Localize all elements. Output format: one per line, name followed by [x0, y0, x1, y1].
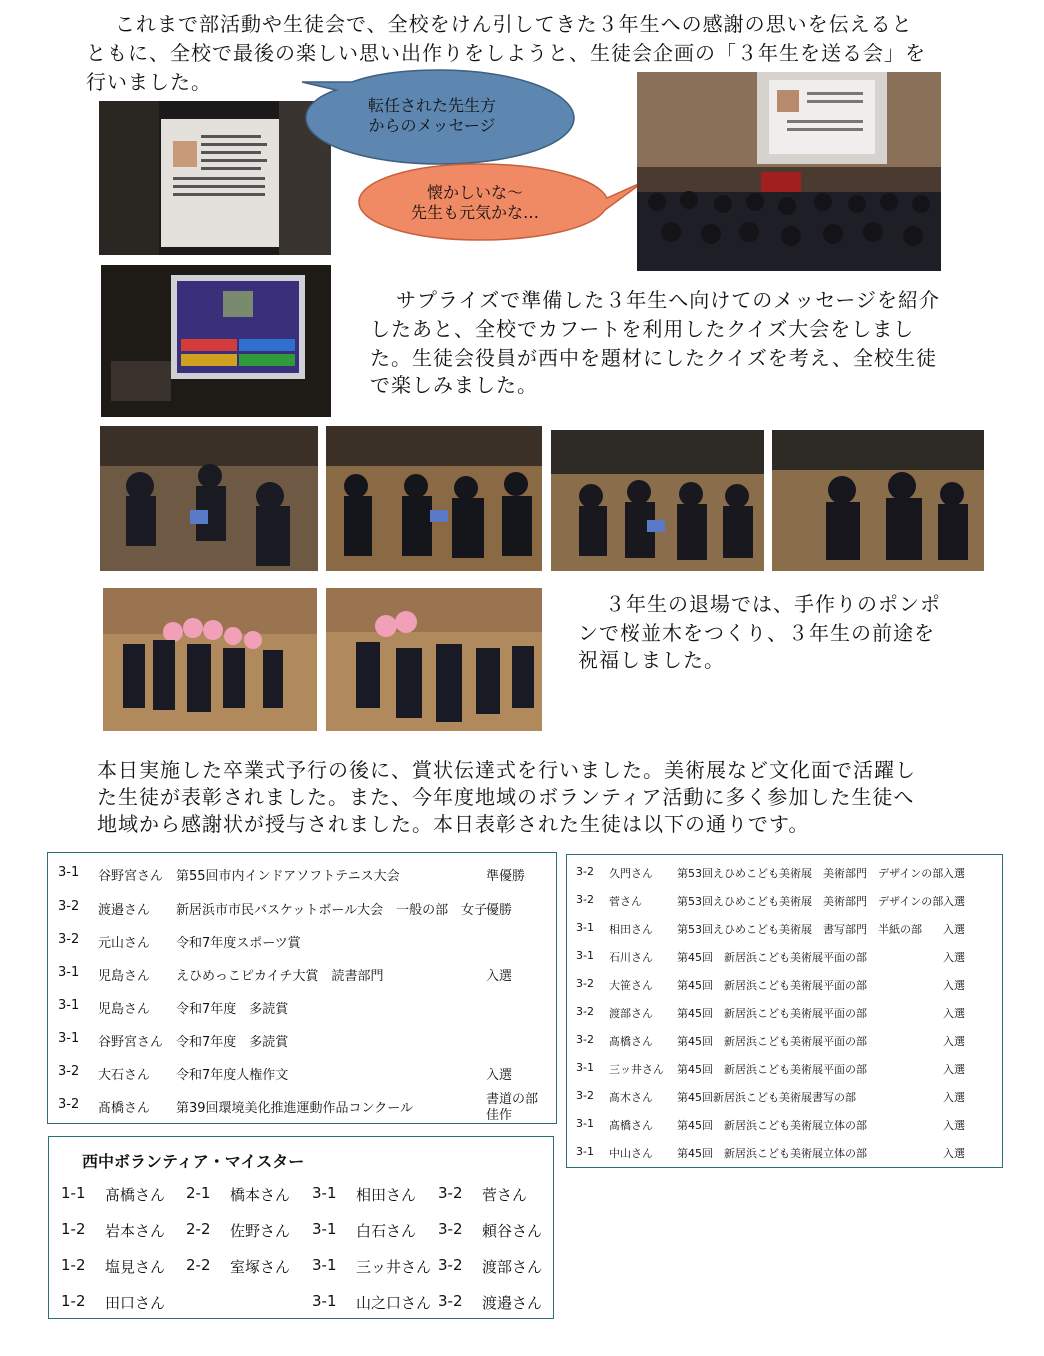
quiz-line-4: で楽しみました。	[370, 373, 538, 397]
awards-intro-line-2: た生徒が表彰されました。また、今年度地域のボランティア活動に多く参加した生徒へ	[97, 785, 915, 809]
quiz-screen-photo	[101, 265, 331, 417]
awards-intro-line-3: 地域から感謝状が授与されました。本日表彰された生徒は以下の通りです。	[97, 812, 810, 836]
exit-line-2: ンで桜並木をつくり、３年生の前途を	[578, 621, 935, 645]
exit-line-1: ３年生の退場では、手作りのポンポ	[605, 592, 941, 616]
quiz-students-photo-2	[326, 426, 542, 571]
awards-intro-line-1: 本日実施した卒業式予行の後に、賞状伝達式を行いました。美術展など文化面で活躍し	[97, 758, 916, 782]
quiz-line-3: た。生徒会役員が西中を題材にしたクイズを考え、全校生徒	[370, 346, 937, 370]
gym-audience-photo	[637, 72, 941, 271]
quiz-line-2: したあと、全校でカフートを利用したクイズ大会をしまし	[370, 317, 915, 341]
quiz-students-photo-1	[100, 426, 318, 571]
awards-left-table: 3-1 谷野宮さん 第55回市内インドアソフトテニス大会 準優勝 3-2 渡邉さん 新居浜市市民バスケットボール大会 一般の部 女子 優勝 3-2 元山さん 令和7年度スポーツ賞 3-1 児島さん えひめっこピカイチ大賞 読書部門 入選 3-1 児島さん 令和7年度 多読賞 3-1 谷野宮さん 令和7年度 多読賞 3-2 大石さん 令和7年度人権作文 入選 3-2 髙橋さん 第39回環境美化推進運動作品コンクール 書道の部 佳作	[47, 852, 557, 1124]
teacher-message-screen-photo	[99, 101, 331, 255]
quiz-students-photo-4	[772, 430, 984, 571]
volunteer-title: 西中ボランティア・マイスター	[82, 1152, 305, 1171]
pompom-exit-photo-2	[326, 588, 542, 731]
orange-bubble-line-1: 懐かしいな～	[426, 183, 523, 202]
blue-bubble-line-2: からのメッセージ	[368, 116, 496, 135]
exit-line-3: 祝福しました。	[578, 648, 725, 672]
pompom-exit-photo-1	[103, 588, 317, 731]
intro-line-1: これまで部活動や生徒会で、全校をけん引してきた３年生への感謝の思いを伝えると	[115, 12, 913, 36]
quiz-students-photo-3	[551, 430, 764, 571]
volunteer-meister-box: 西中ボランティア・マイスター 1-1 髙橋さん 2-1 橋本さん 3-1 相田さん 3-2 菅さん 1-2 岩本さん 2-2 佐野さん 3-1 白石さん 3-2 頼谷さん 1-2 塩見さん 2-2 室塚さん 3-1 三ッ井さん 3-2 渡部さん 1-2 田口さん 3-1 山之口さん 3-2 渡邉さん	[48, 1136, 554, 1319]
intro-line-3: 行いました。	[86, 70, 212, 94]
intro-line-2: ともに、全校で最後の楽しい思い出作りをしようと、生徒会企画の「３年生を送る会」を	[86, 41, 926, 65]
blue-bubble-line-1: 転任された先生方	[367, 96, 496, 115]
awards-right-table: 3-2 久門さん 第53回えひめこども美術展 美術部門 デザインの部 入選 3-2 菅さん 第53回えひめこども美術展 美術部門 デザインの部 入選 3-1 相田さん 第53回えひめこども美術展 書写部門 半紙の部 入選 3-1 石川さん 第45回 新居浜こども美術展平面の部 入選 3-2 大笹さん 第45回 新居浜こども美術展平面の部 入選 3-2 渡部さん 第45回 新居浜こども美術展平面の部 入選 3-2 髙橋さん 第45回 新居浜こども美術展平面の部 入選 3-1 三ッ井さん 第45回 新居浜こども美術展平面の部 入選 3-2 髙木さん 第45回新居浜こども美術展書写の部 入選 3-1 髙橋さん 第45回 新居浜こども美術展立体の部 入選 3-1 中山さん 第45回 新居浜こども美術展立体の部 入選	[566, 854, 1003, 1168]
quiz-line-1: サプライズで準備した３年生へ向けてのメッセージを紹介	[396, 288, 940, 312]
orange-bubble-line-2: 先生も元気かな…	[410, 203, 539, 222]
